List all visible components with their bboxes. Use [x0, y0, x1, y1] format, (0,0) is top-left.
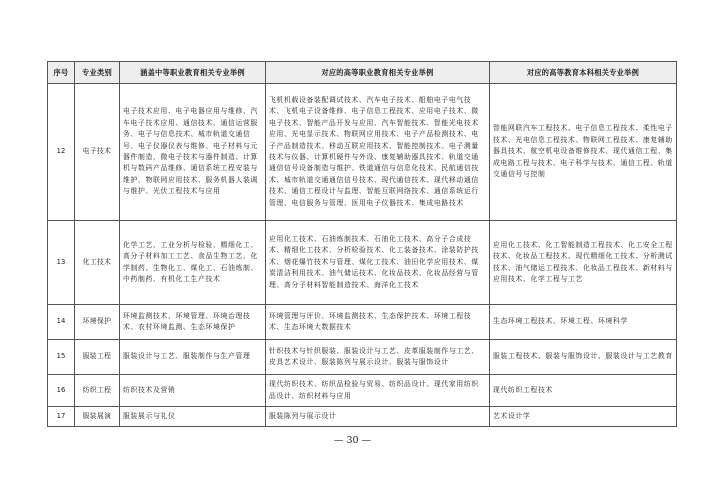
table-row	[48, 305, 677, 340]
row-undergraduate-majors: 生态环境工程技术、环境工程、环境科学	[490, 305, 677, 340]
row-undergraduate-majors: 现代纺织工程技术	[490, 375, 677, 407]
header-secondary-vocational: 涵盖中等职业教育相关专业举例	[120, 62, 266, 84]
specialty-table	[47, 61, 677, 427]
row-serial: 15	[48, 340, 75, 375]
row-serial: 13	[48, 221, 75, 305]
row-serial: 16	[48, 375, 75, 407]
specialty-table-section	[47, 61, 676, 427]
row-higher-vocational-majors: 服装陈列与展示设计	[266, 407, 490, 427]
table-row	[48, 407, 677, 427]
row-category: 纺织工程	[75, 375, 120, 407]
page-number: — 30 —	[333, 435, 372, 446]
header-category: 专业类别	[75, 62, 120, 84]
row-category: 环境保护	[75, 305, 120, 340]
row-category: 化工技术	[75, 221, 120, 305]
row-higher-vocational-majors: 环境管理与评价、环境监测技术、生态保护技术、环境工程技术、生态环境大数据技术	[266, 305, 490, 340]
header-higher-vocational: 对应的高等职业教育相关专业举例	[266, 62, 490, 84]
row-undergraduate-majors: 服装工程技术、服装与服饰设计、服装设计与工艺教育	[490, 340, 677, 375]
row-category: 服装展演	[75, 407, 120, 427]
table-row	[48, 340, 677, 375]
row-serial: 14	[48, 305, 75, 340]
row-secondary-majors: 服装设计与工艺、服装制作与生产管理	[120, 340, 266, 375]
row-secondary-majors: 电子技术应用、电子电器应用与维修、汽车电子技术应用、通信技术、通信运营服务、电子与信息技术、城市轨道交通信号、电子仪器仪表与维修、电子材料与元器件制造、微电子技术与器件制造、计算机与数码产品维修、通信系统工程安装与维护、物联网应用技术、服务机器人装调与维护、光伏工程技术与应用	[120, 84, 266, 221]
row-higher-vocational-majors: 针织技术与针织服装、服装设计与工艺、皮革服装制作与工艺、皮具艺术设计、服装陈列与展示设计、服装与服饰设计	[266, 340, 490, 375]
table-row	[48, 375, 677, 407]
table-row	[48, 84, 677, 221]
row-higher-vocational-majors: 飞机机载设备装配调试技术、汽车电子技术、船舶电子电气技术、飞机电子设备维修、电子信息工程技术、应用电子技术、微电子技术、智能产品开发与应用、汽车智能技术、智能光电技术应用、光电显示技术、物联网应用技术、电子产品检测技术、电子产品制造技术、移动互联应用技术、智能控制技术、电子测量技术与仪器、计算机硬件与外设、康复辅助器具技术、轨道交通通信信号设备制造与维护、铁道通信与信息化技术、民航通信技术、城市轨道交通通信信号技术、现代通信技术、现代移动通信技术、通信工程设计与监理、智能互联网络技术、通信系统运行管理、电信服务与管理、医用电子仪器技术、集成电路技术	[266, 84, 490, 221]
row-undergraduate-majors: 艺术设计学	[490, 407, 677, 427]
row-secondary-majors: 环境监测技术、环境管理、环境治理技术、农村环境监测、生态环境保护	[120, 305, 266, 340]
row-higher-vocational-majors: 应用化工技术、石油炼制技术、石油化工技术、高分子合成技术、精细化工技术、分析检验技术、化工装备技术、涂装防护技术、烟花爆竹技术与管理、煤化工技术、油田化学应用技术、煤炭清洁利用技术、油气储运技术、化妆品技术、化妆品经营与管理、高分子材料智能制造技术、海洋化工技术	[266, 221, 490, 305]
row-secondary-majors: 纺织技术及营销	[120, 375, 266, 407]
header-serial: 序号	[48, 62, 75, 84]
row-serial: 12	[48, 84, 75, 221]
row-undergraduate-majors: 应用化工技术、化工智能制造工程技术、化工安全工程技术、化妆品工程技术、现代精细化工技术、分析测试技术、油气储运工程技术、化妆品工程技术、新材料与应用技术、化学工程与工艺	[490, 221, 677, 305]
table-row	[48, 221, 677, 305]
row-secondary-majors: 服装展示与礼仪	[120, 407, 266, 427]
row-undergraduate-majors: 智能网联汽车工程技术、电子信息工程技术、柔性电子技术、光电信息工程技术、物联网工程技术、康复辅助器具技术、航空机电设备维修技术、现代通信工程、集成电路工程与技术、电子科学与技术、通信工程、轨道交通信号与控制	[490, 84, 677, 221]
row-higher-vocational-majors: 现代纺织技术、纺织品检验与贸易、纺织品设计、现代家用纺织品设计、纺织材料与应用	[266, 375, 490, 407]
row-category: 电子技术	[75, 84, 120, 221]
table-header-row	[48, 62, 677, 84]
row-category: 服装工程	[75, 340, 120, 375]
row-serial: 17	[48, 407, 75, 427]
header-undergraduate: 对应的高等教育本科相关专业举例	[490, 62, 677, 84]
row-secondary-majors: 化学工艺、工业分析与检验、精细化工、高分子材料加工工艺、食品生物工艺、化学制药、生物化工、煤化工、石油炼制、中药制药、有机化工生产技术	[120, 221, 266, 305]
